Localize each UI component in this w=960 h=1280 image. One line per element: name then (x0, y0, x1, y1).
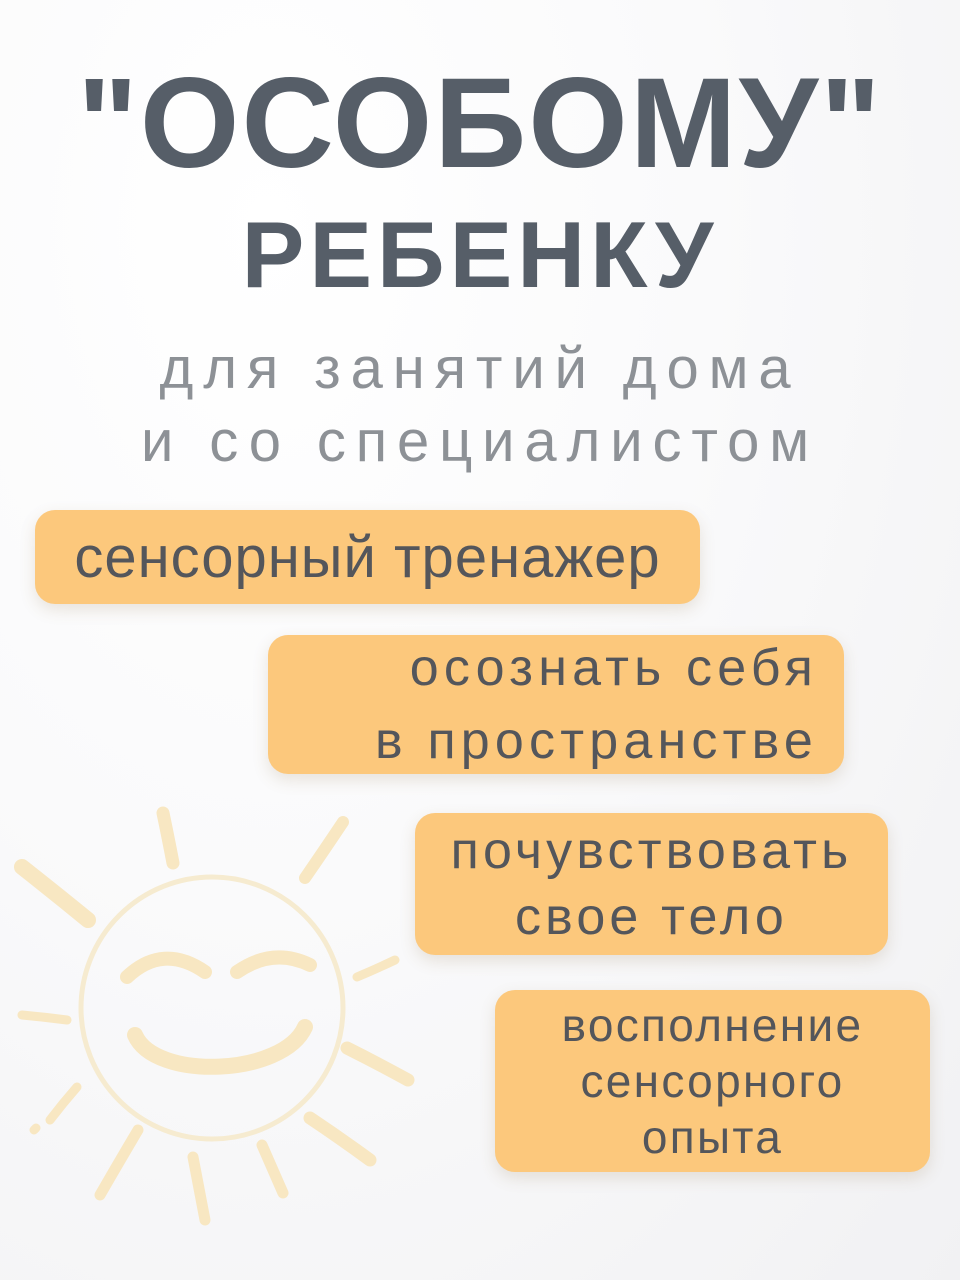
badge-sensory-experience-line3: опыта (641, 1111, 784, 1164)
poster-subtitle-line1: для занятий дома (159, 336, 801, 401)
poster-subtitle-line2: и со специалистом (141, 409, 819, 474)
smiling-sun-icon (0, 785, 430, 1265)
badge-sensory-trainer (35, 510, 700, 604)
badge-space-awareness-line2: в пространстве (374, 711, 818, 770)
badge-space-awareness (268, 635, 844, 774)
badge-sensory-trainer-label: сенсорный тренажер (74, 524, 661, 590)
badge-sensory-experience-line1: восполнение (561, 998, 864, 1051)
badge-feel-body-line2: свое тело (514, 888, 789, 946)
badge-feel-body (415, 813, 888, 955)
badge-feel-body-line1: почувствовать (450, 821, 853, 880)
badge-space-awareness-line1: осознать себя (409, 638, 818, 697)
badge-sensory-experience (495, 990, 930, 1172)
poster-title-line2: РЕБЕНКУ (241, 202, 719, 307)
badge-sensory-experience-line2: сенсорного (580, 1054, 845, 1107)
poster-title-line1: "ОСОБОМУ" (77, 52, 883, 195)
